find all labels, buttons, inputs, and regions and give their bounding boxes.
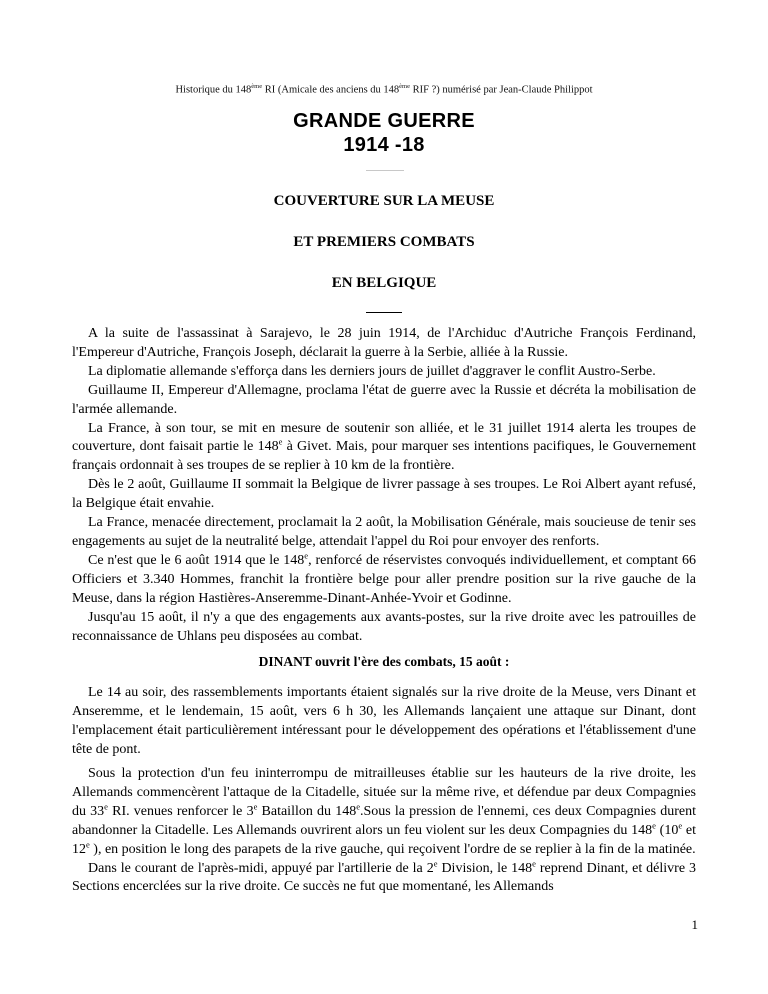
- superscript: e: [433, 857, 438, 868]
- header-superscript: ème: [399, 83, 410, 90]
- paragraph: [72, 857, 696, 898]
- paragraph: Le 14 au soir, des rassemblements importants étaient signalés sur la rive droite de la Meuse, vers Dinant et Anseremme, et le lendemain, 15 août, vers 6 h 30, les Allemands lançaient une attaque sur Dinant, dont l'emplacement était particulièrement intéressant pour le développement des opérations et l'établissement d'une tête de pont.: [72, 685, 696, 757]
- paragraph: La France, menacée directement, proclamait la 2 août, la Mobilisation Générale, mais soucieuse de tenir ses engagements au sujet de la neutralité belge, attendait l'appel du Roi pour envoyer des renforts.: [72, 515, 696, 549]
- paragraph-text: à Givet. Mais, pour marquer ses intentions pacifiques, le Gouvernement français ordonnait à ses troupes de se replier à 10 km de la frontière.: [72, 439, 696, 474]
- chapter-heading-3: EN BELGIQUE: [331, 275, 437, 291]
- paragraph-text: (10: [655, 822, 679, 838]
- chapter-heading-2: ET PREMIERS COMBATS: [293, 234, 475, 250]
- section-title: DINANT ouvrit l'ère des combats, 15 août :: [258, 654, 510, 669]
- header-text: Historique du 148: [175, 84, 252, 96]
- page-number: 1: [691, 917, 698, 932]
- superscript: e: [356, 801, 360, 812]
- superscript: e: [253, 801, 258, 812]
- header-text: RIF ?) numérisé par Jean-Claude Philippot: [409, 84, 593, 96]
- paragraph: Dès le 2 août, Guillaume II sommait la Belgique de livrer passage à ses troupes. Le Roi Albert ayant refusé, la Belgique était envahie.: [72, 477, 696, 512]
- chapter-heading-1: COUVERTURE SUR LA MEUSE: [273, 193, 495, 209]
- header-text: RI (Amicale des anciens du 148: [262, 84, 400, 96]
- paragraph: [72, 765, 696, 860]
- paragraph: La diplomatie allemande s'efforça dans les derniers jours de juillet d'aggraver le conflit Austro-Serbe.: [88, 363, 656, 379]
- paragraph-text: , renforcé de réservistes convoqués individuellement, et comptant 66 Officiers et 3.340 Hommes, franchit la frontière belge pour aller prendre position sur la rive gauche de la Meuse, dans la région Hastières-Anseremme-Dinant-Anhée-Yvoir et Godinne.: [72, 552, 696, 606]
- paragraph-text: RI. venues renforcer le 3: [107, 803, 254, 819]
- superscript: e: [678, 820, 683, 831]
- paragraph-text: Bataillon du 148: [257, 803, 357, 819]
- paragraph-text: reprend Dinant, et délivre 3 Sections encerclées sur la rive droite. Ce succès ne fut que momentané, les Allemands: [72, 860, 696, 895]
- paragraph-text: .Sous la pression de l'ennemi, ces deux Compagnies durent abandonner la Citadelle. Les Allemands ouvrirent alors un feu violent sur les deux Compagnies du 148: [72, 803, 697, 838]
- paragraph: Jusqu'au 15 août, il n'y a que des engagements aux avants-postes, sur la rive droite avec les patrouilles de reconnaissance de Uhlans peu disposées au combat.: [72, 609, 696, 644]
- superscript: e: [278, 436, 283, 447]
- intro-text: [72, 325, 696, 646]
- paragraph-text: Sous la protection d'un feu ininterrompu de mitrailleuses établie sur les hauteurs de la rive droite, les Allemands commencèrent l'attaque de la Citadelle, située sur la même rive, et défendue par deux Compagnies du 33: [72, 766, 696, 819]
- heading-divider: [366, 312, 402, 313]
- paragraph: Guillaume II, Empereur d'Allemagne, proclama l'état de guerre avec la Russie et décréta la mobilisation de l'armée allemande.: [72, 382, 696, 417]
- superscript: e: [532, 857, 536, 868]
- page-header: [0, 83, 768, 96]
- paragraph-text: La France, à son tour, se mit en mesure de soutenir son alliée, et le 31 juillet 1914 alerta les troupes de couverture, dont faisait partie le 148: [72, 420, 696, 455]
- superscript: e: [304, 550, 309, 561]
- paragraph: [72, 552, 696, 609]
- title-divider: [366, 170, 404, 171]
- superscript: e: [652, 820, 656, 831]
- citadelle-text: [72, 765, 696, 897]
- paragraph: [72, 420, 696, 477]
- superscript: e: [104, 801, 108, 812]
- dinant-text: [72, 684, 696, 760]
- document-title-line2: 1914 -18: [343, 134, 425, 156]
- header-superscript: ème: [251, 83, 263, 90]
- paragraph-text: et 12: [72, 822, 697, 857]
- paragraph-text: Ce n'est que le 6 août 1914 que le 148: [88, 552, 305, 568]
- paragraph-text: Dans le courant de l'après-midi, appuyé par l'artillerie de la 2: [88, 860, 434, 876]
- document-title-line1: GRANDE GUERRE: [293, 110, 475, 132]
- paragraph: A la suite de l'assassinat à Sarajevo, le 28 juin 1914, de l'Archiduc d'Autriche François Ferdinand, l'Empereur d'Autriche, François Joseph, déclarait la guerre à la Serbie, alliée à la Russie.: [72, 326, 696, 360]
- superscript: e: [86, 838, 90, 849]
- paragraph-text: Division, le 148: [437, 860, 533, 876]
- paragraph-text: ), en position le long des parapets de la rive gauche, qui reçoivent l'ordre de se replier à la fin de la matinée.: [89, 841, 696, 857]
